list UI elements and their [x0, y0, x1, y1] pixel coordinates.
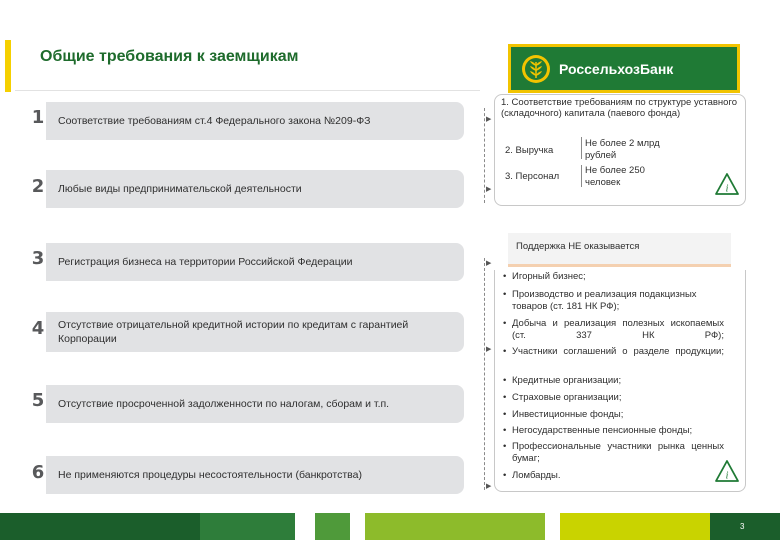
page-number: 3 [740, 522, 745, 531]
arrow-right-icon: ▶ [486, 346, 492, 353]
list-item: • Страховые организации; [512, 392, 724, 404]
list-item: • Игорный бизнес; [512, 271, 724, 283]
criteria-item-capital: 1. Соответствие требованиям по структуре уставного (складочного) капитала (паевого фонда) [501, 97, 737, 120]
criteria-label-revenue: 2. Выручка [505, 145, 554, 156]
svg-text:i: i [725, 470, 729, 482]
footer-strip-segment [295, 513, 315, 540]
list-item: • Кредитные организации; [512, 375, 724, 387]
title-divider [15, 90, 480, 91]
criteria-label-staff: 3. Персонал [505, 171, 560, 182]
arrow-right-icon: ▶ [486, 116, 492, 123]
support-header: Поддержка НЕ оказывается [508, 233, 731, 267]
criteria-value-staff: Не более 250 человек [585, 165, 645, 188]
requirement-item: Регистрация бизнеса на территории Российской Федерации [46, 243, 464, 281]
title-accent-bar [5, 40, 11, 92]
requirement-number: 6 [31, 462, 45, 483]
info-icon [715, 460, 739, 482]
svg-text:i: i [725, 183, 729, 195]
arrow-right-icon: ▶ [486, 260, 492, 267]
connector-line-top [484, 108, 485, 203]
footer-strip-segment [0, 513, 200, 540]
footer-strip-segment [315, 513, 350, 540]
info-icon [715, 173, 739, 195]
footer-strip-segment [200, 513, 295, 540]
requirement-item: Любые виды предпринимательской деятельности [46, 170, 464, 208]
footer-strip-segment [350, 513, 365, 540]
requirement-number: 5 [31, 390, 45, 411]
list-item: • Инвестиционные фонды; [512, 409, 724, 421]
arrow-right-icon: ▶ [486, 483, 492, 490]
list-item: • Негосударственные пенсионные фонды; [512, 425, 724, 437]
requirement-item: Соответствие требованиям ст.4 Федерального закона №209-ФЗ [46, 102, 464, 140]
wheat-emblem-icon [521, 54, 551, 84]
criteria-value-revenue: Не более 2 млрд рублей [585, 138, 660, 161]
criteria-separator [581, 137, 582, 159]
footer-strip-segment [710, 513, 780, 540]
footer-strip-segment [365, 513, 545, 540]
footer-strip-segment [545, 513, 560, 540]
list-item: • Профессиональные участники рынка ценных бумаг; [512, 441, 724, 466]
connector-line-bottom [484, 258, 485, 490]
list-item: • Ломбарды. [512, 470, 724, 482]
bank-logo [508, 44, 740, 93]
list-item: • Производство и реализация подакцизных товаров (ст. 181 НК РФ); [512, 289, 724, 314]
requirement-item: Не применяются процедуры несостоятельности (банкротства) [46, 456, 464, 494]
arrow-right-icon: ▶ [486, 186, 492, 193]
footer-strip-segment [560, 513, 710, 540]
requirement-item: Отсутствие просроченной задолженности по налогам, сборам и т.п. [46, 385, 464, 423]
requirement-number: 3 [31, 248, 45, 269]
requirement-number: 1 [31, 107, 45, 128]
list-item: • Добыча и реализация полезных ископаемых (ст. 337 НК РФ); [512, 318, 724, 343]
criteria-box [494, 94, 746, 206]
page-title: Общие требования к заемщикам [40, 48, 299, 65]
requirement-item: Отсутствие отрицательной кредитной истории по кредитам с гарантией Корпорации [46, 312, 464, 352]
criteria-separator [581, 165, 582, 187]
list-item: • Участники соглашений о разделе продукции; [512, 346, 724, 358]
requirement-number: 4 [31, 318, 45, 339]
logo-text: РоссельхозБанк [559, 60, 674, 77]
requirement-number: 2 [31, 176, 45, 197]
